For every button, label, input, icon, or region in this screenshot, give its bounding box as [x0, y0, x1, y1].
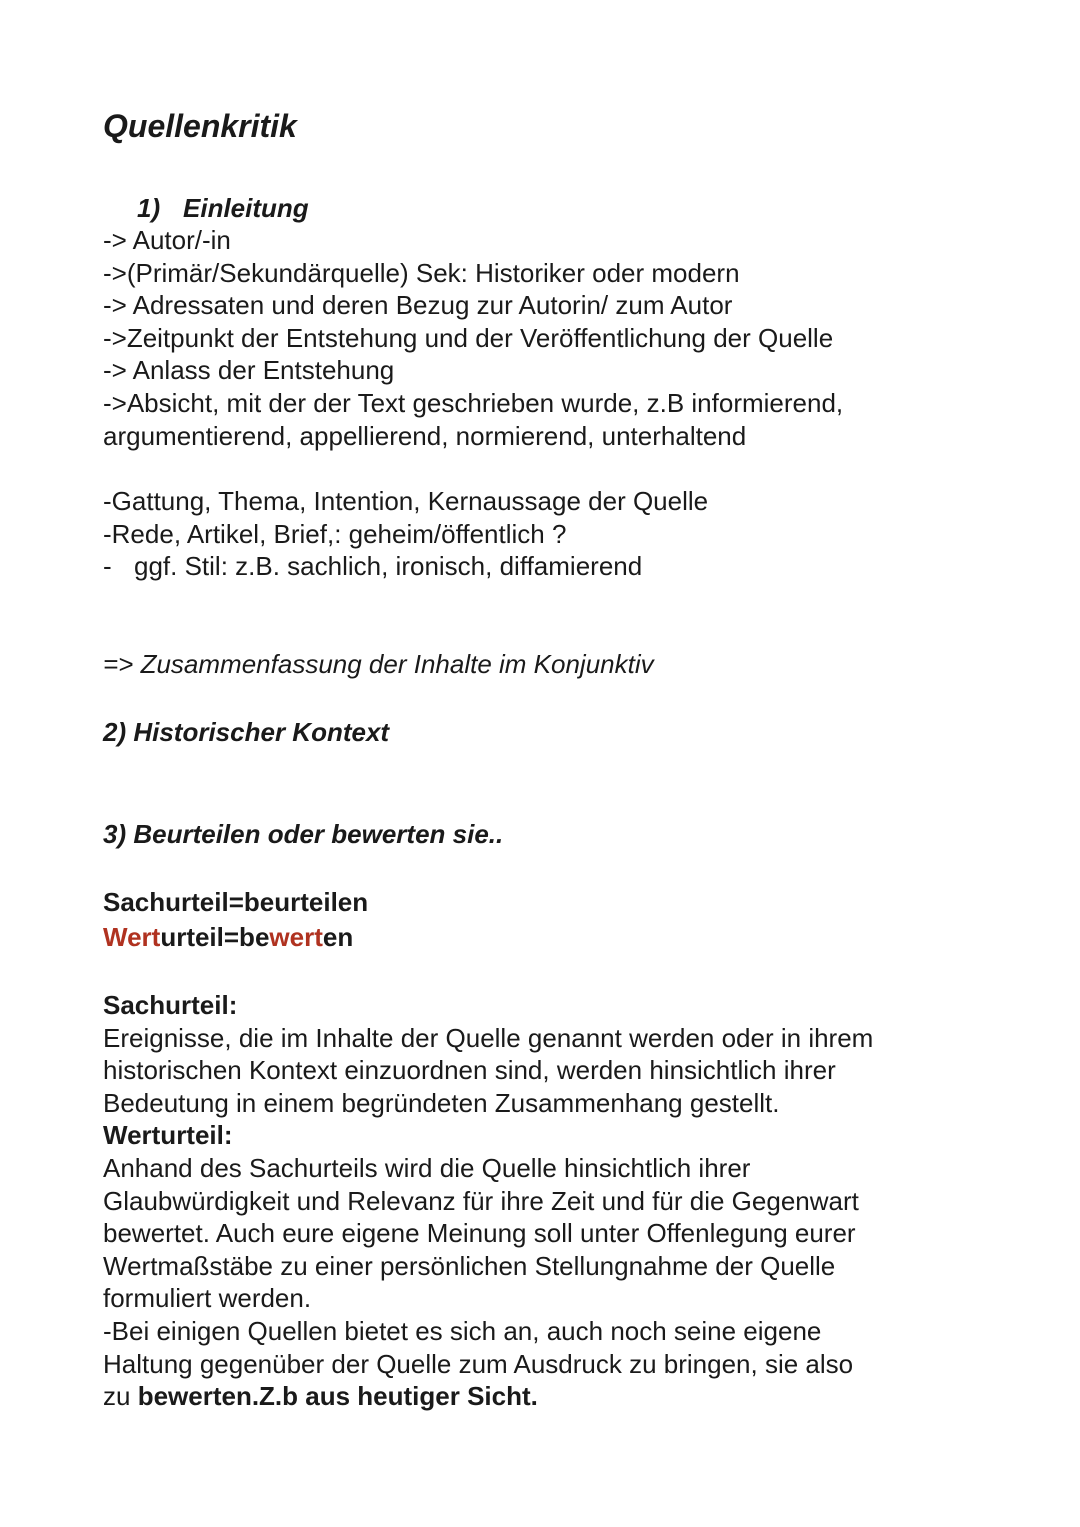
paragraph-line: -Bei einigen Quellen bietet es sich an, auch noch seine eigene	[103, 1315, 822, 1346]
list-item: ->(Primär/Sekundärquelle) Sek: Historiker oder modern	[103, 257, 740, 288]
list-item: ->Zeitpunkt der Entstehung und der Veröffentlichung der Quelle	[103, 322, 834, 353]
definition-part: en	[322, 921, 354, 952]
paragraph-line: Ereignisse, die im Inhalte der Quelle genannt werden oder in ihrem	[103, 1022, 874, 1053]
last-line-bold: bewerten.Z.b aus heutiger Sicht.	[137, 1381, 538, 1412]
werturteil-definition	[103, 920, 368, 955]
highlight-wert: wert	[269, 921, 323, 952]
dash-mark: -	[103, 551, 112, 582]
summary-line: => Zusammenfassung der Inhalte im Konjunktiv	[103, 649, 654, 679]
last-line-prefix: zu	[103, 1381, 138, 1412]
list-item: -Rede, Artikel, Brief,: geheim/öffentlich ?	[103, 518, 567, 549]
list-item: -> Autor/-in	[103, 225, 231, 255]
sachurteil-label: Sachurteil:	[103, 990, 238, 1020]
paragraph-line: Anhand des Sachurteils wird die Quelle hinsichtlich ihrer	[103, 1152, 751, 1183]
section-1-extra-list	[103, 485, 708, 583]
paragraph-line-last	[103, 1380, 873, 1413]
paragraph-line: Glaubwürdigkeit und Relevanz für ihre Zeit und für die Gegenwart	[103, 1185, 859, 1216]
list-item-dash	[103, 550, 708, 583]
judgement-definitions	[103, 885, 368, 954]
highlight-wert: Wert	[103, 921, 161, 952]
paragraph-line: Wertmaßstäbe zu einer persönlichen Stellungnahme der Quelle	[103, 1250, 836, 1281]
werturteil-label: Werturteil:	[103, 1120, 233, 1151]
page-title: Quellenkritik	[103, 108, 297, 144]
list-item: -Gattung, Thema, Intention, Kernaussage der Quelle	[103, 486, 709, 516]
section-3-heading: 3) Beurteilen oder bewerten sie..	[103, 819, 504, 849]
paragraph-line: historischen Kontext einzuordnen sind, werden hinsichtlich ihrer	[103, 1055, 836, 1086]
paragraph-line: Haltung gegenüber der Quelle zum Ausdruck zu bringen, sie also	[103, 1348, 854, 1379]
list-item: ->Absicht, mit der der Text geschrieben wurde, z.B informierend,	[103, 387, 844, 418]
section-1-title: Einleitung	[183, 193, 309, 223]
section-2-heading: 2) Historischer Kontext	[103, 717, 390, 747]
list-item: -> Adressaten und deren Bezug zur Autorin/ zum Autor	[103, 290, 733, 321]
sachurteil-definition: Sachurteil=beurteilen	[103, 887, 369, 917]
list-item: -> Anlass der Entstehung	[103, 355, 395, 386]
dash-item-text: ggf. Stil: z.B. sachlich, ironisch, diffamierend	[134, 551, 643, 582]
paragraph-line: bewertet. Auch eure eigene Meinung soll unter Offenlegung eurer	[103, 1218, 856, 1249]
list-item: argumentierend, appellierend, normierend, unterhaltend	[103, 420, 747, 451]
paragraph-line: formuliert werden.	[103, 1283, 312, 1314]
section-1-number: 1)	[137, 193, 161, 223]
section-1-heading	[137, 191, 309, 225]
paragraph-line: Bedeutung in einem begründeten Zusammenhang gestellt.	[103, 1087, 780, 1118]
section-1-list	[103, 224, 843, 452]
definition-part: urteil=be	[160, 921, 270, 952]
sachurteil-section	[103, 989, 873, 1413]
